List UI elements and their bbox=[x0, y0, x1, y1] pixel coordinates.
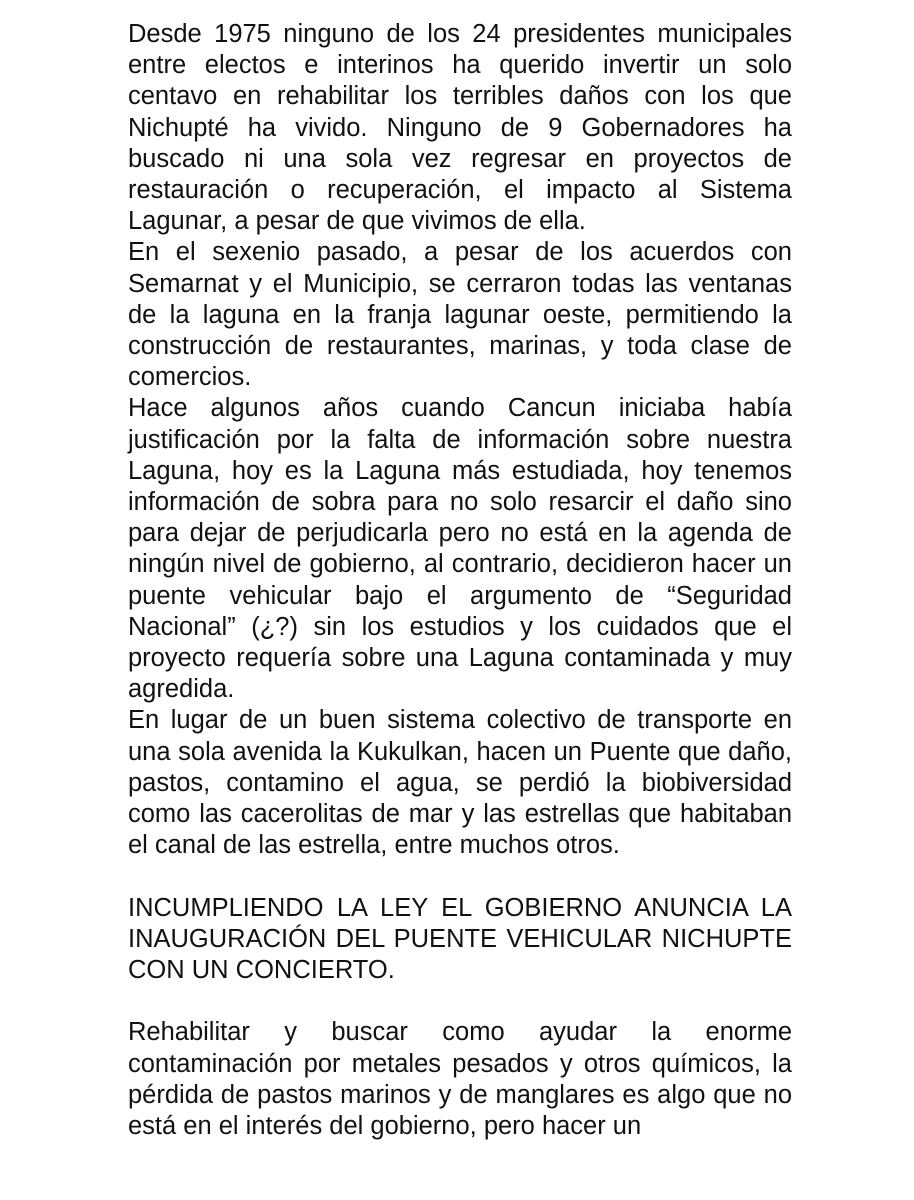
paragraph-2: En el sexenio pasado, a pesar de los acuerdos con Semarnat y el Municipio, se cerraron todas las ventanas de la laguna en la franja lagunar oeste, permitiendo la construcción de restaurantes, marinas, y toda clase de comercios. bbox=[128, 238, 792, 392]
heading-announcement: INCUMPLIENDO LA LEY EL GOBIERNO ANUNCIA LA INAUGURACIÓN DEL PUENTE VEHICULAR NICHUPTE CON UN CONCIERTO. bbox=[128, 893, 792, 985]
paragraph-1: Desde 1975 ninguno de los 24 presidentes municipales entre electos e interinos ha querido invertir un solo centavo en rehabilitar los terribles daños con los que Nichupté ha vivido. Ninguno de 9 Gobernadores ha buscado ni una sola vez regresar en proyectos de restauración o recuperación, el impacto al Sistema Lagunar, a pesar de que vivimos de ella. bbox=[128, 20, 792, 236]
paragraph-closing: Rehabilitar y buscar como ayudar la enorme contaminación por metales pesados y otros químicos, la pérdida de pastos marinos y de manglares es algo que no está en el interés del gobierno, pero hacer un bbox=[128, 1018, 792, 1141]
paragraph-4: En lugar de un buen sistema colectivo de transporte en una sola avenida la Kukulkan, hacen un Puente que daño, pastos, contamino el agua, se perdió la biobiversidad como las cacerolitas de mar y las estrellas que habitaban el canal de las estrella, entre muchos otros. bbox=[128, 706, 792, 860]
paragraph-3: Hace algunos años cuando Cancun iniciaba había justificación por la falta de información sobre nuestra Laguna, hoy es la Laguna más estudiada, hoy tenemos información de sobra para no solo resarcir el daño sino para dejar de perjudicarla pero no está en la agenda de ningún nivel de gobierno, al contrario, decidieron hacer un puente vehicular bajo el argumento de “Seguridad Nacional” (¿?) sin los estudios y los cuidados que el proyecto requería sobre una Laguna contaminada y muy agredida. bbox=[128, 394, 792, 704]
document-body bbox=[128, 19, 792, 1142]
